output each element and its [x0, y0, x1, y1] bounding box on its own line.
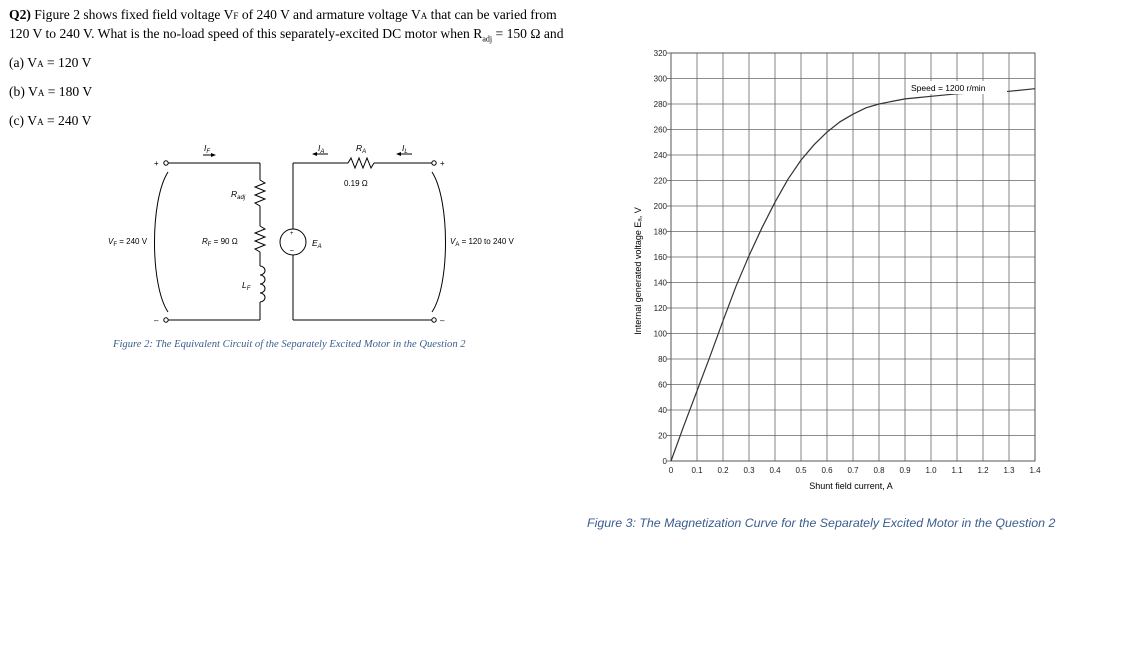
y-tick-labels: [654, 49, 668, 466]
y-tick-label: 160: [653, 253, 667, 262]
if-label: $I_F$: [204, 143, 211, 155]
x-tick-label: 1.0: [925, 466, 937, 475]
va-label: $V_A = 120$ to 240 V: [450, 237, 514, 248]
ea-plus: +: [290, 231, 294, 237]
va-minus: –: [440, 316, 445, 325]
x-tick-label: 0.9: [899, 466, 911, 475]
x-tick-label: 1.4: [1029, 466, 1041, 475]
y-axis-label: Internal generated voltage Eₐ, V: [633, 207, 643, 335]
y-tick-label: 260: [653, 125, 667, 135]
y-tick-label: 220: [653, 176, 667, 186]
x-axis-label: Shunt field current, A: [809, 481, 893, 491]
y-tick-label: 0: [662, 457, 667, 466]
x-tick-label: 1.3: [1003, 466, 1015, 475]
lf-label: $L_F$: [242, 280, 251, 292]
ra-label: $R_A$: [356, 143, 367, 155]
vf-label: $V_F = 240$ V: [108, 237, 148, 248]
y-tick-label: 200: [653, 202, 667, 211]
radj-label: $R_{adj}$: [231, 189, 246, 201]
y-tick-label: 80: [658, 355, 667, 364]
y-tick-label: 280: [653, 100, 667, 109]
x-tick-label: 0.6: [821, 466, 833, 475]
figure-2-caption: Figure 2: The Equivalent Circuit of the Separately Excited Motor in the Question 2: [113, 339, 466, 350]
vf-minus: –: [154, 316, 159, 325]
y-tick-label: 180: [653, 227, 667, 237]
x-tick-label: 0.7: [847, 466, 859, 475]
ra-value: 0.19 Ω: [344, 179, 368, 188]
vf-plus: +: [154, 159, 159, 168]
y-tick-label: 100: [653, 329, 667, 339]
ea-label: $E_A$: [312, 238, 322, 250]
equivalent-circuit: [100, 140, 540, 335]
y-tick-label: 240: [653, 151, 667, 160]
y-tick-label: 140: [653, 278, 667, 288]
il-label: $I_L$: [402, 143, 408, 155]
option-a: (a) VA = 120 V: [9, 55, 92, 70]
x-tick-label: 0.5: [795, 466, 807, 475]
y-tick-label: 320: [653, 49, 667, 58]
x-tick-label: 0: [668, 466, 674, 475]
speed-annotation: Speed = 1200 r/min: [911, 83, 986, 93]
x-tick-label: 0.3: [743, 466, 755, 475]
rf-label: $R_F = 90$ Ω: [202, 237, 238, 248]
y-tick-label: 300: [653, 74, 667, 84]
x-tick-label: 0.1: [691, 466, 703, 475]
magnetization-chart: [625, 42, 1055, 500]
x-tick-label: 0.2: [717, 466, 729, 475]
ea-minus: –: [290, 247, 294, 254]
answer-options: [9, 54, 92, 141]
x-tick-label: 0.4: [769, 466, 781, 475]
option-b: (b) VA = 180 V: [9, 84, 93, 99]
question-number: Q2): [9, 7, 31, 22]
option-c: (c) VA = 240 V: [9, 113, 92, 128]
y-tick-label: 120: [653, 304, 667, 313]
chart-grid: [667, 53, 1035, 461]
y-tick-label: 20: [658, 431, 667, 441]
question-text: Q2) Figure 2 shows fixed field voltage VF of 240 V and armature voltage VA that can be varied from 120 V to 240 V. What is the no-load speed of this separately-excited DC motor when $R_{adj} = 150$ Ω and: [9, 7, 564, 44]
y-tick-label: 60: [658, 380, 667, 390]
ia-label: $I_A$: [318, 143, 325, 155]
x-tick-label: 1.1: [951, 466, 963, 475]
figure-3-caption: Figure 3: The Magnetization Curve for the Separately Excited Motor in the Question 2: [587, 516, 1056, 530]
va-plus: +: [440, 159, 445, 168]
x-tick-labels: [669, 466, 1041, 475]
y-tick-label: 40: [658, 406, 667, 415]
x-tick-label: 0.8: [873, 466, 885, 475]
x-tick-label: 1.2: [977, 466, 989, 475]
